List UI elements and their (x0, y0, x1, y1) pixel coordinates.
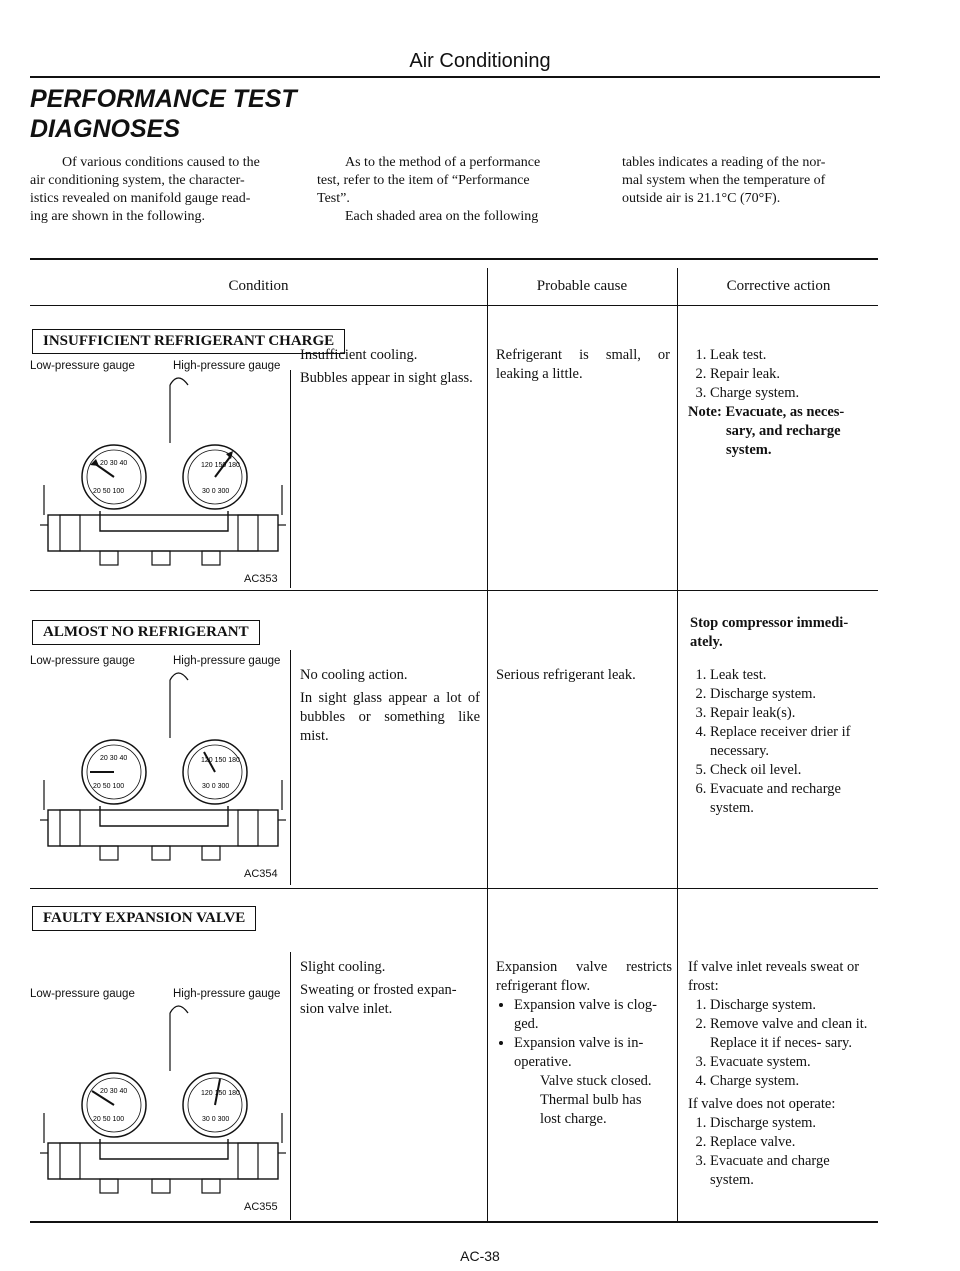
intro-text: outside air is 21.1°C (70°F). (622, 191, 781, 206)
note-line: system. (726, 442, 772, 458)
column-divider (487, 268, 488, 1222)
manifold-gauge-diagram (30, 365, 288, 587)
action-item: 1. Discharge system. (710, 996, 870, 1015)
svg-text:120 150 180: 120 150 180 (201, 757, 240, 764)
svg-text:30 0 300: 30 0 300 (202, 1116, 230, 1123)
header-probable-cause: Probable cause (536, 278, 628, 294)
intro-text: air conditioning system, the character- (30, 173, 245, 188)
intro-column-3 (622, 154, 902, 208)
intro-column-2 (317, 154, 607, 226)
intro-text: Of various conditions caused to the (62, 155, 260, 170)
svg-text:120 150 180: 120 150 180 (201, 462, 240, 469)
intro-text: mal system when the temperature of (622, 173, 826, 188)
corrective-action-text (688, 346, 870, 460)
manifold-gauge-figure (30, 988, 288, 1215)
section-title-line2: DIAGNOSES (30, 115, 181, 143)
intro-column-1 (30, 154, 320, 226)
action-item: 2. Remove valve and clean it. Replace it if neces- sary. (710, 1015, 870, 1053)
row-divider (30, 888, 878, 889)
intro-text: Test”. (317, 191, 350, 206)
action-item: 6. Evacuate and recharge system. (710, 780, 870, 818)
cause-subline: Valve stuck closed. (540, 1073, 652, 1089)
intro-text: istics revealed on manifold gauge read- (30, 191, 251, 206)
corrective-action-text (688, 958, 870, 1190)
action-item: 4. Charge system. (710, 1072, 870, 1091)
action-group-title: If valve inlet reveals sweat or frost: (688, 959, 860, 994)
intro-text: Each shaded area on the following (345, 209, 539, 224)
condition-line: In sight glass appear a lot of bubbles or something like mist. (300, 690, 480, 744)
action-intro: Stop compressor immedi- ately. (690, 615, 849, 650)
intro-text: tables indicates a reading of the nor- (622, 155, 826, 170)
svg-text:20 30 40: 20 30 40 (100, 1088, 128, 1095)
action-item: 2. Repair leak. (710, 365, 870, 384)
high-pressure-gauge-label: High-pressure gauge (173, 655, 281, 667)
action-item: 1. Leak test. (710, 666, 870, 685)
svg-text:20 30 40: 20 30 40 (100, 755, 128, 762)
action-item: 2. Discharge system. (710, 685, 870, 704)
svg-text:120 150 180: 120 150 180 (201, 1090, 240, 1097)
cause-subline: lost charge. (540, 1111, 607, 1127)
svg-text:20 50 100: 20 50 100 (93, 783, 125, 790)
row-label: INSUFFICIENT REFRIGERANT CHARGE (32, 329, 345, 354)
action-item: 1. Leak test. (710, 346, 870, 365)
figure-id: AC354 (244, 868, 278, 880)
condition-line: No cooling action. (300, 667, 408, 683)
action-item: 1. Discharge system. (710, 1114, 870, 1133)
condition-line: Bubbles appear in sight glass. (300, 370, 473, 386)
table-header-rule (30, 305, 878, 306)
row-divider (30, 590, 878, 591)
action-item: 3. Charge system. (710, 384, 870, 403)
condition-line: Insufficient cooling. (300, 347, 418, 363)
cause-bullet: • Expansion valve is clog- ged. (514, 996, 672, 1034)
high-pressure-gauge-label: High-pressure gauge (173, 360, 281, 372)
action-item: 3. Repair leak(s). (710, 704, 870, 723)
manifold-gauge-diagram (30, 993, 288, 1215)
row-label: ALMOST NO REFRIGERANT (32, 620, 260, 645)
low-pressure-gauge-label: Low-pressure gauge (30, 655, 135, 667)
action-item: 2. Replace valve. (710, 1133, 870, 1152)
low-pressure-gauge-label: Low-pressure gauge (30, 988, 135, 1000)
corrective-action-text (688, 666, 870, 818)
cause-bullet: • Expansion valve is in- operative. (514, 1034, 672, 1072)
note-line: Note: Evacuate, as neces- (688, 404, 845, 420)
manifold-gauge-diagram (30, 660, 288, 882)
manifold-gauge-figure (30, 655, 288, 882)
action-item: 4. Replace receiver drier if necessary. (710, 723, 870, 761)
manifold-gauge-figure (30, 360, 288, 587)
column-divider (677, 268, 678, 1222)
cause-subline: Thermal bulb has (540, 1092, 642, 1108)
header-corrective-action: Corrective action (726, 278, 831, 294)
svg-text:30 0 300: 30 0 300 (202, 783, 230, 790)
condition-line: Slight cooling. (300, 959, 386, 975)
figure-divider (290, 952, 291, 1220)
cause-line: Expansion valve restricts refrigerant flow. (496, 959, 672, 994)
action-item: 3. Evacuate and charge system. (710, 1152, 870, 1190)
cause-line: Serious refrigerant leak. (496, 667, 636, 683)
running-header: Air Conditioning (409, 50, 551, 72)
probable-cause-text (496, 958, 672, 1129)
table-bottom-rule (30, 1221, 878, 1223)
figure-id: AC353 (244, 573, 278, 585)
svg-text:20 50 100: 20 50 100 (93, 1116, 125, 1123)
probable-cause-text (496, 666, 670, 685)
high-pressure-gauge-label: High-pressure gauge (173, 988, 281, 1000)
intro-text: As to the method of a performance (345, 155, 541, 170)
intro-text: ing are shown in the following. (30, 209, 205, 224)
figure-divider (290, 650, 291, 885)
svg-text:20 50 100: 20 50 100 (93, 488, 125, 495)
table-top-rule (30, 258, 878, 260)
svg-text:30 0 300: 30 0 300 (202, 488, 230, 495)
intro-text: test, refer to the item of “Performance (317, 173, 530, 188)
svg-text:20 30 40: 20 30 40 (100, 460, 128, 467)
figure-divider (290, 370, 291, 588)
condition-text (300, 666, 480, 750)
section-title (30, 84, 297, 144)
figure-id: AC355 (244, 1201, 278, 1213)
action-group-title: If valve does not operate: (688, 1096, 836, 1112)
condition-line: Sweating or frosted expan- sion valve inlet. (300, 982, 457, 1017)
section-title-line1: PERFORMANCE TEST (30, 85, 297, 113)
header-condition: Condition (228, 278, 289, 294)
condition-text (300, 958, 480, 1023)
low-pressure-gauge-label: Low-pressure gauge (30, 360, 135, 372)
cause-line: Refrigerant is small, or leaking a little. (496, 347, 670, 382)
note-line: sary, and recharge (726, 423, 841, 439)
header-rule (30, 76, 880, 78)
row-label: FAULTY EXPANSION VALVE (32, 906, 256, 931)
probable-cause-text (496, 346, 670, 384)
action-item: 3. Evacuate system. (710, 1053, 870, 1072)
page-number: AC-38 (460, 1248, 500, 1264)
action-item: 5. Check oil level. (710, 761, 870, 780)
condition-text (300, 346, 480, 392)
